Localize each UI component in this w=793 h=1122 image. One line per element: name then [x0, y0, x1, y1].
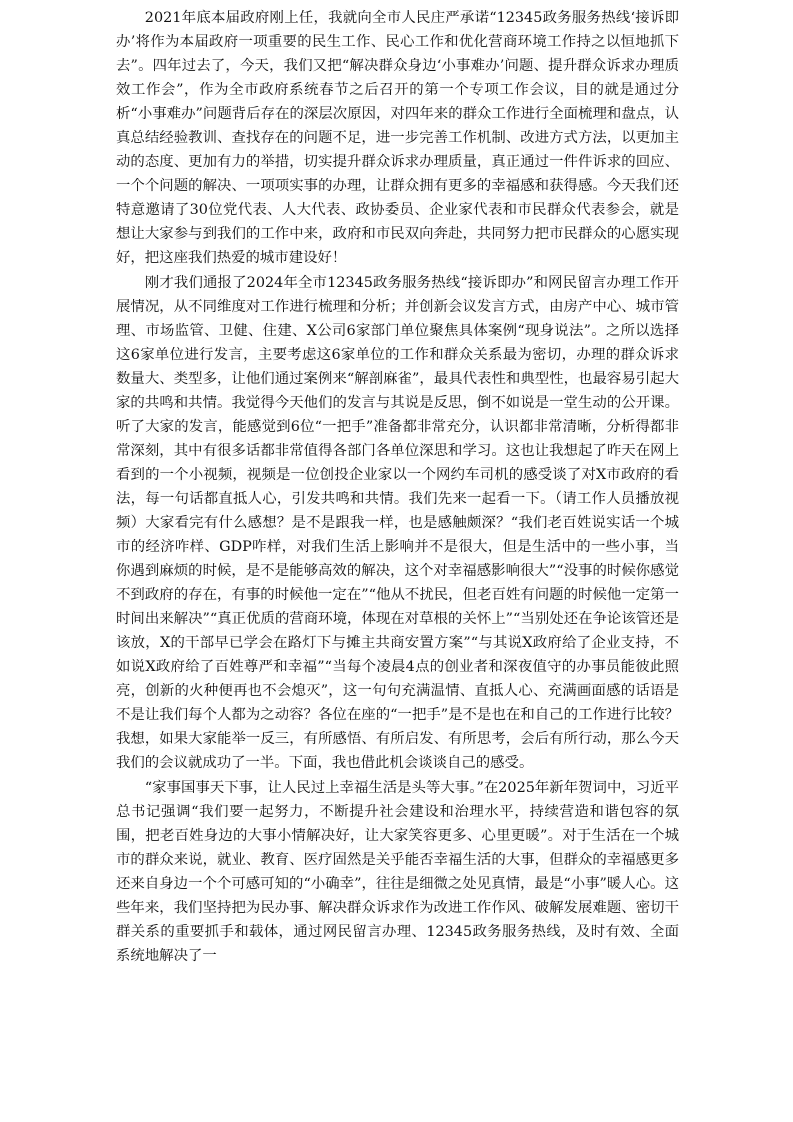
paragraph-3: “家事国事天下事，让人民过上幸福生活是头等大事。”在2025年新年贺词中，习近平总书记强调“我们要一起努力，不断提升社会建设和治理水平，持续营造和谐包容的氛围，把老百姓身边的大事小情解决好，让大家笑容更多、心里更暖”。对于生活在一个城市的群众来说，就业、教育、医疗固然是关乎能否幸福生活的大事，但群众的幸福感更多还来自身边一个个可感可知的“小确幸”，往往是细微之处见真情，最是“小事”暖人心。这些年来，我们坚持把为民办事、解决群众诉求作为改进工作作风、破解发展难题、密切干群关系的重要抓手和载体，通过网民留言办理、12345政务服务热线，及时有效、全面系统地解决了一	[116, 779, 679, 964]
document-page	[116, 6, 679, 968]
paragraph-2: 刚才我们通报了2024年全市12345政务服务热线“接诉即办”和网民留言办理工作开展情况，从不同维度对工作进行梳理和分析；并创新会议发言方式，由房产中心、城市管理、市场监管、卫健、住建、X公司6家部门单位聚焦具体案例“现身说法”。之所以选择这6家单位进行发言，主要考虑这6家单位的工作和群众关系最为密切，办理的群众诉求数量大、类型多，让他们通过案例来“解剖麻雀”，最具代表性和典型性，也最容易引起大家的共鸣和共情。我觉得今天他们的发言与其说是反思，倒不如说是一堂生动的公开课。听了大家的发言，能感觉到6位“一把手”准备都非常充分，认识都非常清晰，分析得都非常深刻，其中有很多话都非常值得各部门各单位深思和学习。这也让我想起了昨天在网上看到的一个小视频，视频是一位创投企业家以一个网约车司机的感受谈了对X市政府的看法，每一句话都直抵人心，引发共鸣和共情。我们先来一起看一下。（请工作人员播放视频）大家看完有什么感想？是不是跟我一样，也是感触颇深？“我们老百姓说实话一个城市的经济咋样、GDP咋样，对我们生活上影响并不是很大，但是生活中的一些小事，当你遇到麻烦的时候，是不是能够高效的解决，这个对幸福感影响很大”“没事的时候你感觉不到政府的存在，有事的时候他一定在”“他从不扰民，但老百姓有问题的时候他一定第一时间出来解决”“真正优质的营商环境，体现在对草根的关怀上”“当别处还在争论该管还是该放，X的干部早已学会在路灯下与摊主共商安置方案”“与其说X政府给了企业支持，不如说X政府给了百姓尊严和幸福”“当每个凌晨4点的创业者和深夜值守的办事员能彼此照亮，创新的火种便再也不会熄灭”，这一句句充满温情、直抵人心、充满画面感的话语是不是让我们每个人都为之动容？各位在座的“一把手”是不是也在和自己的工作进行比较？我想，如果大家能举一反三，有所感悟、有所启发、有所思考，会后有所行动，那么今天我们的会议就成功了一半。下面，我也借此机会谈谈自己的感受。	[116, 274, 679, 772]
paragraph-1: 2021年底本届政府刚上任，我就向全市人民庄严承诺“12345政务服务热线‘接诉即办’将作为本届政府一项重要的民生工作、民心工作和优化营商环境工作持之以恒地抓下去”。四年过去了，今天，我们又把“解决群众身边‘小事难办’问题、提升群众诉求办理质效工作会”，作为全市政府系统春节之后召开的第一个专项工作会议，目的就是通过分析“小事难办”问题背后存在的深层次原因，对四年来的群众工作进行全面梳理和盘点，认真总结经验教训、查找存在的问题不足，进一步完善工作机制、改进方式方法，以更加主动的态度、更加有力的举措，切实提升群众诉求办理质量，真正通过一件件诉求的回应、一个个问题的解决、一项项实事的办理，让群众拥有更多的幸福感和获得感。今天我们还特意邀请了30位党代表、人大代表、政协委员、企业家代表和市民群众代表参会，就是想让大家参与到我们的工作中来，政府和市民双向奔赴，共同努力把市民群众的心愿实现好，把这座我们热爱的城市建设好！	[116, 10, 679, 267]
